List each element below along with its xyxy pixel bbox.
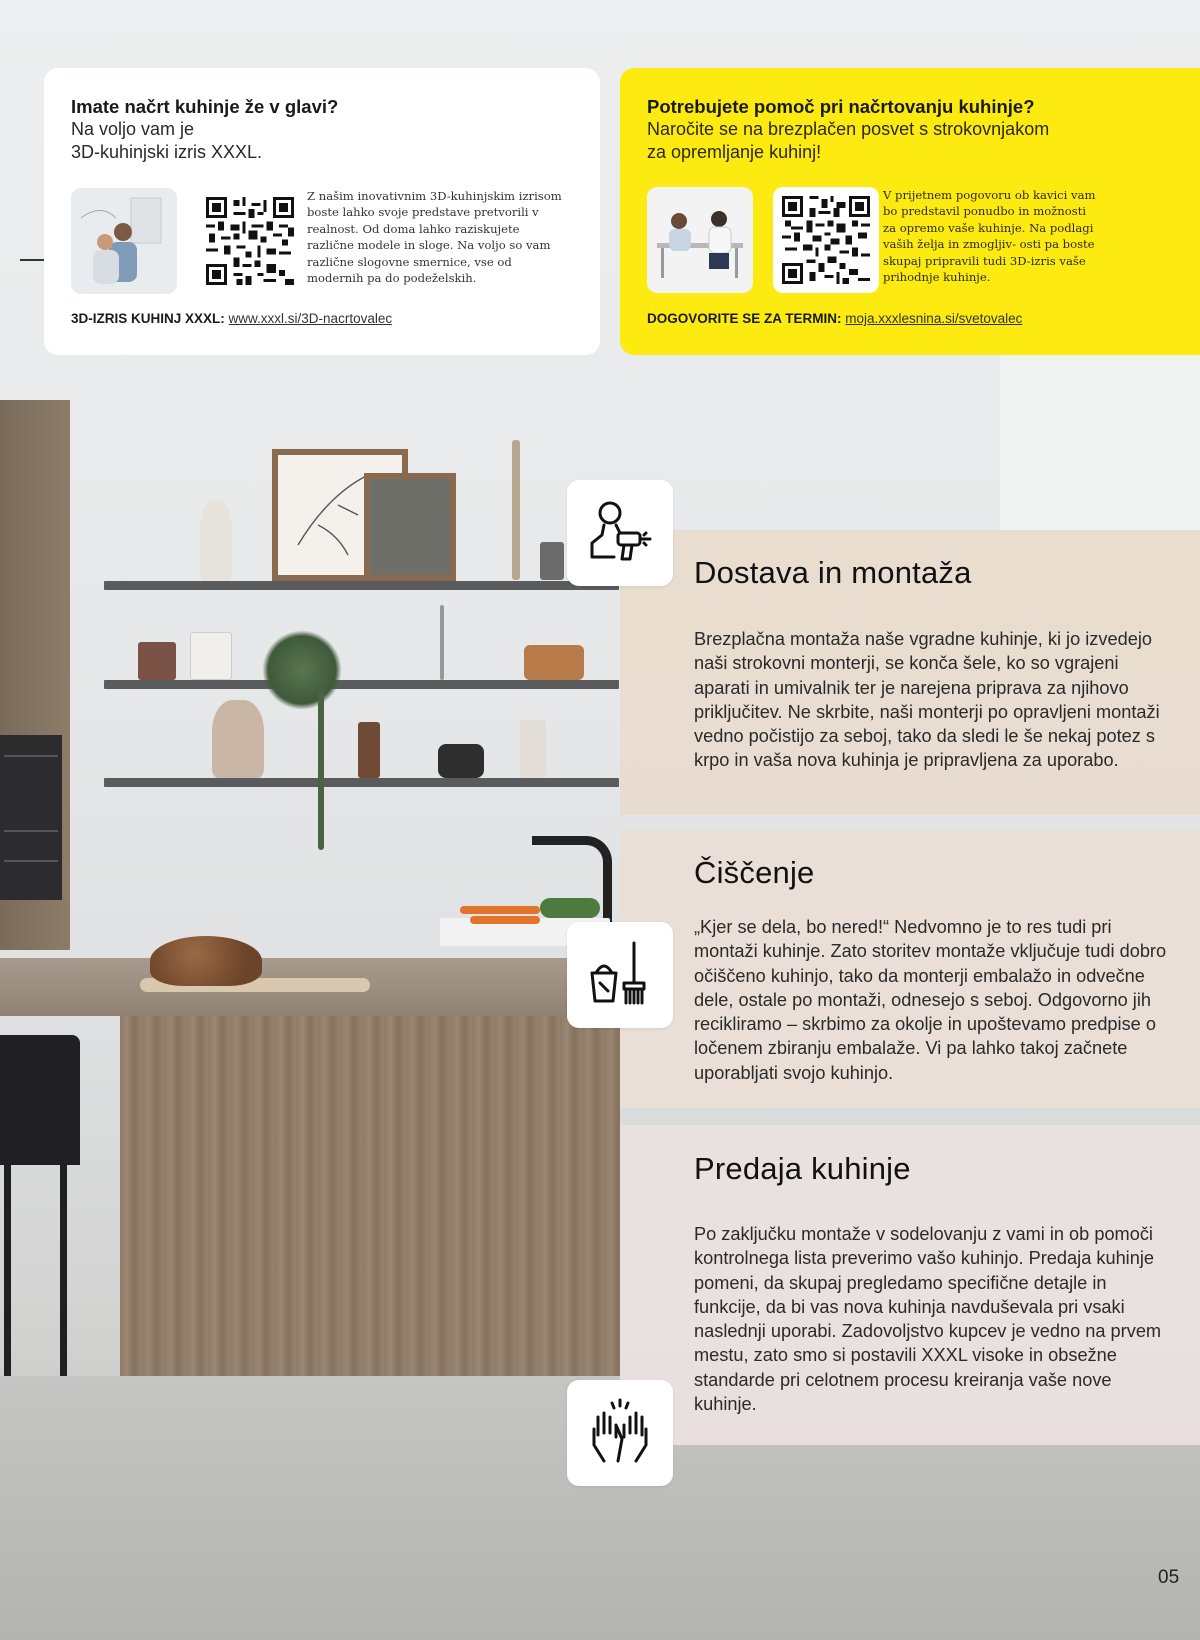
plant-vine bbox=[318, 690, 324, 850]
qr-code-consultation[interactable] bbox=[773, 187, 879, 293]
wooden-houses bbox=[138, 642, 176, 680]
card-consultation bbox=[620, 68, 1200, 355]
service-delivery-assembly bbox=[620, 530, 1200, 815]
qr-code-3d-planner[interactable] bbox=[197, 188, 303, 294]
woven-basket bbox=[524, 645, 584, 680]
shelf-top bbox=[104, 581, 619, 590]
card-consult-link-row bbox=[647, 311, 1022, 326]
ceramic-vase bbox=[212, 700, 264, 778]
carrots bbox=[470, 916, 540, 924]
couple-planning-photo bbox=[71, 188, 177, 294]
spice-jar bbox=[358, 722, 380, 778]
service-handover bbox=[620, 1125, 1200, 1445]
service-cleaning-text: „Kjer se dela, bo nered!“ Nedvomno je to res tudi pri montaži kuhinje. Zato storitev montaže vključuje tudi dobro očiščeno kuhinjo, tako da monterji embalažo in odvečne dele, ostale po montaži, odnesejo s seboj. Odgovorno jih recikliramo – skrbimo za okolje in upoštevamo predpise o ločenem zbiranju embalaže. Vi pa lahko takoj začnete uporabljati svojo kuhinjo. bbox=[694, 917, 1167, 1083]
bread-loaf bbox=[150, 936, 262, 986]
service-handover-title: Predaja kuhinje bbox=[694, 1151, 911, 1186]
dried-grass bbox=[512, 440, 520, 580]
clapping-hands-icon bbox=[567, 1380, 673, 1486]
card-consult-description: V prijetnem pogovoru ob kavici vam bo predstavil ponudbo in možnosti za opremo vaše kuhinje. Na podlagi vaših želja in zmogljiv- osti pa boste skupaj pripravili tudi 3D-izris vaše prihodnje kuhinje. bbox=[883, 188, 1096, 285]
card-3d-link-label: 3D-IZRIS KUHINJ XXXL: bbox=[71, 311, 225, 326]
jar bbox=[540, 542, 564, 580]
card-consult-title: Potrebujete pomoč pri načrtovanju kuhinje? bbox=[647, 96, 1035, 117]
service-cleaning-title: Čiščenje bbox=[694, 855, 815, 890]
wooden-kitchen-island bbox=[120, 1016, 620, 1376]
card-consult-subtitle-line2: za opremljanje kuhinj! bbox=[647, 142, 822, 162]
white-jug bbox=[200, 500, 232, 581]
built-in-oven bbox=[0, 735, 62, 900]
dark-bowls bbox=[438, 744, 484, 778]
card-3d-title: Imate načrt kuhinje že v glavi? bbox=[71, 96, 339, 117]
card-3d-description: Z našim inovativnim 3D-kuhinjskim izrisom boste lahko svoje predstave pretvorili v realnost. Od doma lahko raziskujete različne modele in sloge. Na voljo so vam različne slogovne smernice, vse od modernih pa do podeželskih. bbox=[307, 189, 562, 286]
card-consult-link-label: DOGOVORITE SE ZA TERMIN: bbox=[647, 311, 842, 326]
hanging-plant bbox=[262, 630, 342, 710]
service-delivery-text: Brezplačna montaža naše vgradne kuhinje, ki jo izvedejo naši strokovni monterji, se konča šele, ko so vgrajeni aparati in umivalnik ter je narejena priprava za njihovo priključitev. Ne skrbite, naši monterji po opravljeni montaži vedno počistijo za seboj, tako da sledi le še nekaj potez s krpo in vaša nova kuhinja je pripravljena za uporabo. bbox=[694, 629, 1160, 771]
page-number: 05 bbox=[1158, 1567, 1180, 1588]
card-3d-link-row bbox=[71, 311, 392, 326]
bar-stool bbox=[0, 1035, 80, 1165]
card-3d-link-url[interactable]: www.xxxl.si/3D-nacrtovalec bbox=[228, 311, 393, 326]
card-consult-link-url[interactable]: moja.xxxlesnina.si/svetovalec bbox=[845, 311, 1023, 326]
card-3d-subtitle-line1: Na voljo vam je bbox=[71, 119, 195, 139]
bucket-broom-icon bbox=[567, 922, 673, 1028]
cuckoo-clock bbox=[190, 632, 232, 680]
service-delivery-title: Dostava in montaža bbox=[694, 555, 972, 590]
picture-frame-photo bbox=[364, 473, 456, 581]
card-3d-subtitle-line2: 3D-kuhinjski izris XXXL. bbox=[71, 142, 263, 162]
card-3d-planner bbox=[44, 68, 600, 355]
shelf-middle bbox=[104, 680, 619, 689]
carrots bbox=[460, 906, 540, 914]
window-wall bbox=[1000, 355, 1200, 530]
service-cleaning bbox=[620, 830, 1200, 1108]
worker-drill-icon bbox=[567, 480, 673, 586]
greens bbox=[540, 898, 600, 918]
shelf-bottom bbox=[104, 778, 619, 787]
lamp bbox=[440, 605, 444, 680]
books bbox=[520, 720, 546, 778]
service-handover-text: Po zaključku montaže v sodelovanju z vami in ob pomoči kontrolnega lista preverimo vašo kuhinjo. Predaja kuhinje pomeni, da skupaj pregledamo specifične detajle in funkcije, da bi vas nova kuhinja navduševala pri vsaki naslednji uporabi. Zadovoljstvo kupcev je vedno na prvem mestu, zato smo si postavili XXXL visoke in obsežne standarde pri celotnem procesu kreiranja vaše nove kuhinje. bbox=[694, 1224, 1162, 1415]
card-consult-subtitle-line1: Naročite se na brezplačen posvet s strokovnjakom bbox=[647, 119, 1050, 139]
decorative-dash bbox=[20, 259, 44, 261]
consultation-meeting-photo bbox=[647, 187, 753, 293]
